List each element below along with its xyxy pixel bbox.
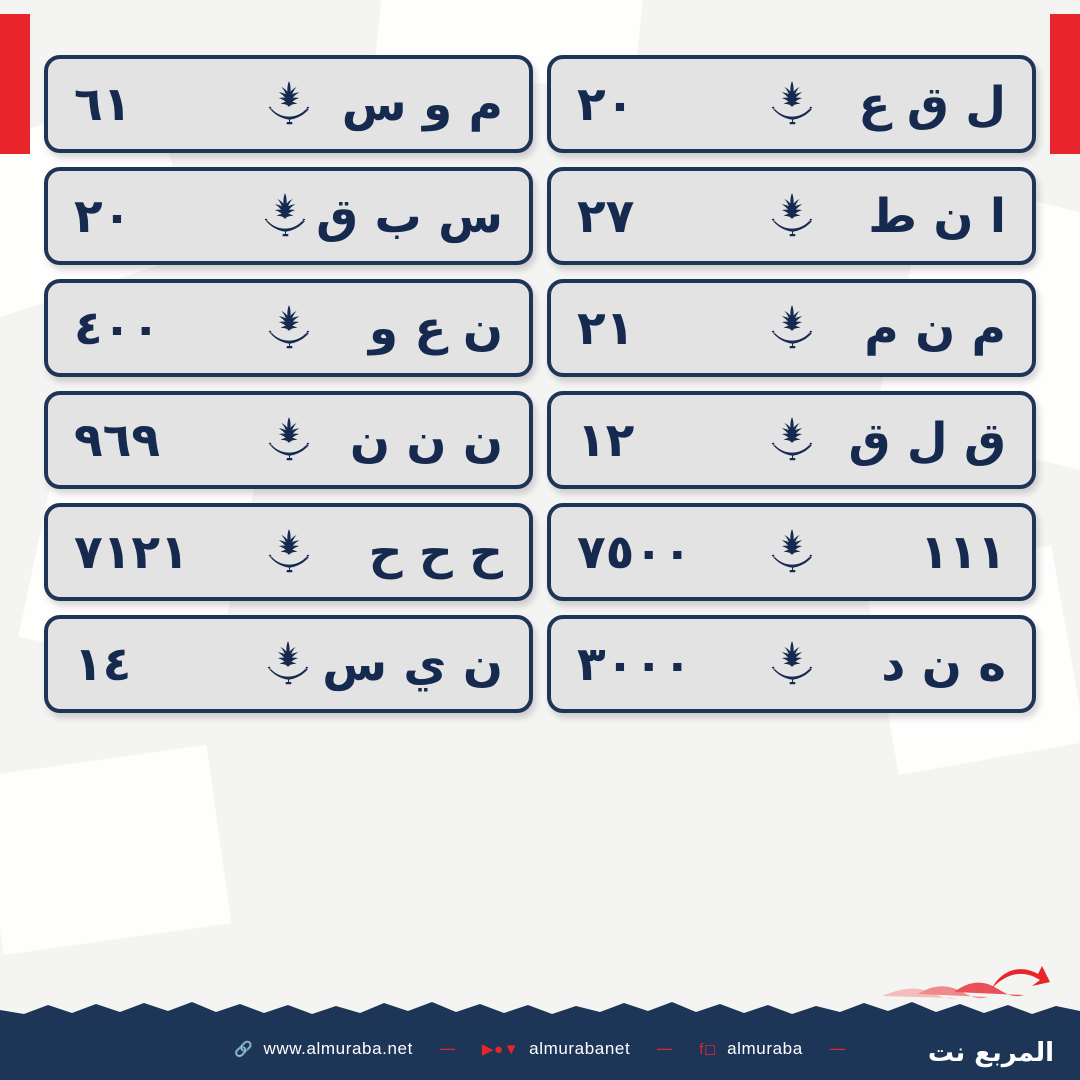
license-plate [44,167,533,265]
plate-letters: ح ح ح [368,524,503,580]
plate-letters: ن ي س [322,636,503,692]
license-plate [547,503,1036,601]
background-shard [0,745,231,955]
twitter-youtube-icon: ▶●▼ [481,1041,520,1058]
plate-letters: ن ن ن [349,412,503,468]
plate-letters: ق ل ق [848,412,1006,468]
plate-digits: ٢٧ [577,188,635,244]
license-plate [547,55,1036,153]
saudi-palm-swords-emblem [257,633,319,695]
license-plate [44,279,533,377]
plate-digits: ١٤ [74,636,132,692]
plate-letters: ١١١ [919,524,1006,580]
saudi-palm-swords-emblem [258,409,320,471]
saudi-palm-swords-emblem [258,297,320,359]
website-label: www.almuraba.net [263,1039,413,1058]
plate-letters: م ن م [864,300,1006,356]
footer-separator: — [438,1039,456,1059]
plate-letters: س ب ق [316,188,503,244]
saudi-palm-swords-emblem [761,633,823,695]
instagram-link[interactable] [699,1039,803,1059]
plate-letters: ا ن ط [868,188,1006,244]
plate-digits: ١٢ [577,412,635,468]
plate-digits: ٧١٢١ [74,524,189,580]
twitter-label: almurabanet [529,1039,631,1058]
license-plate [547,279,1036,377]
torn-paper-edge [0,996,1080,1018]
saudi-palm-swords-emblem [761,185,823,247]
license-plate-grid [44,55,1036,713]
saudi-palm-swords-emblem [258,73,320,135]
plate-digits: ٧٥٠٠ [577,524,692,580]
plate-letters: ه ن د [881,636,1006,692]
link-icon: 🔗 [234,1041,254,1058]
license-plate [44,615,533,713]
instagram-label: almuraba [727,1039,803,1058]
footer-separator-2: — [656,1039,674,1059]
red-accent-bar-left [0,14,30,154]
license-plate [547,615,1036,713]
website-link[interactable] [234,1039,413,1059]
site-logo[interactable]: المربع نت [927,1038,1054,1068]
license-plate [547,167,1036,265]
license-plate [44,503,533,601]
plate-letters: ن ع و [368,300,503,356]
plate-digits: ٢١ [577,300,635,356]
saudi-palm-swords-emblem [761,73,823,135]
red-accent-bar-right [1050,14,1080,154]
license-plate [547,391,1036,489]
twitter-link[interactable] [482,1039,630,1059]
license-plate [44,55,533,153]
plate-digits: ٤٠٠ [74,300,161,356]
footer-bar [0,1018,1080,1080]
plate-letters: ل ق ع [858,76,1006,132]
facebook-instagram-icon: f◻ [699,1041,718,1058]
saudi-palm-swords-emblem [254,185,316,247]
plate-digits: ٩٦٩ [74,412,161,468]
saudi-palm-swords-emblem [761,409,823,471]
plate-digits: ٢٠ [74,188,132,244]
footer-separator-3: — [828,1039,846,1059]
plate-letters: م و س [341,76,503,132]
plate-digits: ٣٠٠٠ [577,636,692,692]
saudi-palm-swords-emblem [258,521,320,583]
license-plate [44,391,533,489]
saudi-palm-swords-emblem [761,521,823,583]
plate-digits: ٢٠ [577,76,635,132]
plate-digits: ٦١ [74,76,132,132]
saudi-palm-swords-emblem [761,297,823,359]
